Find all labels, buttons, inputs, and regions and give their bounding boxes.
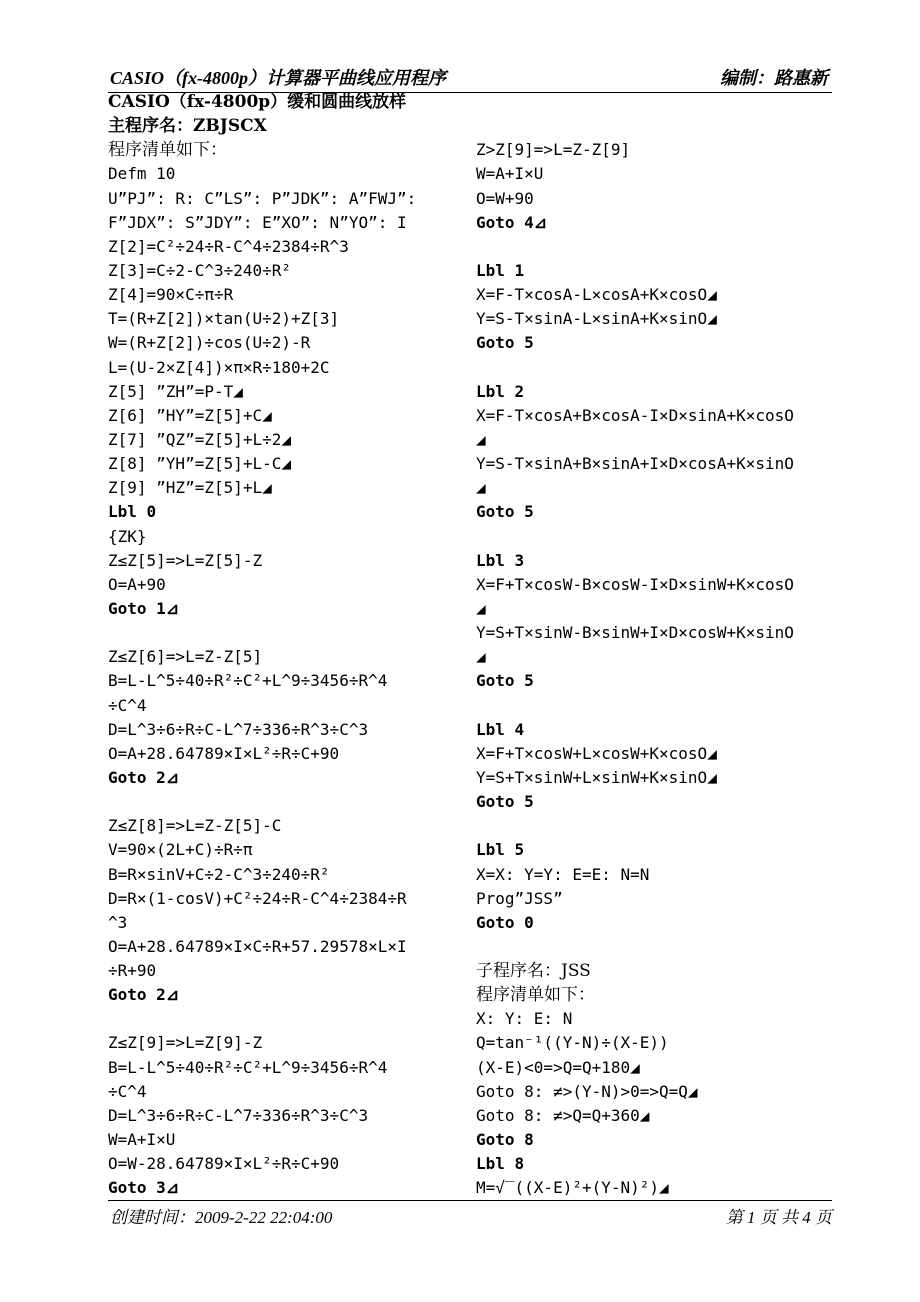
program-line: T=(R+Z[2])×tan(U÷2)+Z[3] bbox=[108, 309, 340, 329]
program-line: D=R×(1-cosV)+C²÷24÷R-C^4÷2384÷R bbox=[108, 888, 407, 908]
program-line: Y=S+T×sinW-B×sinW+I×D×cosW+K×sinO bbox=[476, 623, 794, 643]
program-line: D=L^3÷6÷R÷C-L^7÷336÷R^3÷C^3 bbox=[108, 1105, 369, 1125]
program-line: X=F+T×cosW+L×cosW+K×cosO◢ bbox=[476, 743, 717, 763]
program-line: Defm 10 bbox=[108, 164, 176, 184]
program-line: Y=S-T×sinA-L×sinA+K×sinO◢ bbox=[476, 309, 717, 329]
program-line: (X-E)<0=>Q=Q+180◢ bbox=[476, 1057, 640, 1077]
program-line: Z[7] ”QZ”=Z[5]+L÷2◢ bbox=[108, 429, 292, 449]
program-line: O=A+28.64789×I×L²÷R÷C+90 bbox=[108, 743, 340, 763]
program-line: W=A+I×U bbox=[476, 164, 544, 184]
program-line: X=F+T×cosW-B×cosW-I×D×sinW+K×cosO bbox=[476, 574, 794, 594]
program-line: O=W+90 bbox=[476, 188, 534, 208]
program-line: L=(U-2×Z[4])×π×R÷180+2C bbox=[108, 357, 330, 377]
program-line: X: Y: E: N bbox=[476, 1009, 573, 1029]
program-line: Z≤Z[9]=>L=Z[9]-Z bbox=[108, 1033, 263, 1053]
program-line: B=L-L^5÷40÷R²÷C²+L^9÷3456÷R^4 bbox=[108, 1057, 388, 1077]
left-column bbox=[108, 90, 458, 1200]
program-line: 程序清单如下： bbox=[476, 985, 595, 1006]
program-line bbox=[476, 814, 856, 838]
program-line: Y=S+T×sinW+L×sinW+K×sinO◢ bbox=[476, 767, 717, 787]
program-line: X=F-T×cosA-L×cosA+K×cosO◢ bbox=[476, 285, 717, 305]
program-line: Goto 8 bbox=[476, 1130, 534, 1150]
program-line: Z≤Z[6]=>L=Z-Z[5] bbox=[108, 647, 263, 667]
footer-page-number: 第 1 页 共 4 页 bbox=[725, 1208, 832, 1227]
program-line: 程序清单如下： bbox=[108, 140, 227, 161]
page-footer bbox=[108, 1200, 832, 1227]
program-line: Goto 4⊿ bbox=[476, 212, 548, 232]
program-line: D=L^3÷6÷R÷C-L^7÷336÷R^3÷C^3 bbox=[108, 719, 369, 739]
program-line bbox=[476, 935, 856, 959]
program-line: Goto 5 bbox=[476, 792, 534, 812]
program-line bbox=[476, 694, 856, 718]
program-line bbox=[108, 621, 458, 645]
program-line: Lbl 5 bbox=[476, 840, 525, 860]
program-line: ◢ bbox=[476, 478, 486, 498]
header-title: CASIO（fx-4800p）计算器平曲线应用程序 bbox=[110, 68, 447, 88]
program-line: X=F-T×cosA+B×cosA-I×D×sinA+K×cosO bbox=[476, 405, 794, 425]
program-line: 子程序名：JSS bbox=[476, 961, 591, 982]
program-line: Lbl 2 bbox=[476, 381, 525, 401]
program-line bbox=[108, 790, 458, 814]
program-line: CASIO（fx-4800p）缓和圆曲线放样 bbox=[108, 92, 407, 112]
program-line: Lbl 8 bbox=[476, 1154, 525, 1174]
program-line: Z[4]=90×C÷π÷R bbox=[108, 285, 234, 305]
program-line: {ZK} bbox=[108, 526, 147, 546]
program-line bbox=[476, 525, 856, 549]
footer-created-time: 创建时间：2009-2-22 22:04:00 bbox=[110, 1208, 333, 1227]
program-line: Lbl 4 bbox=[476, 719, 525, 739]
program-line: Y=S-T×sinA+B×sinA+I×D×cosA+K×sinO bbox=[476, 454, 794, 474]
program-line: Goto 8: ≠>(Y-N)>0=>Q=Q◢ bbox=[476, 1081, 698, 1101]
program-line: O=W-28.64789×I×L²÷R÷C+90 bbox=[108, 1154, 340, 1174]
program-line: Lbl 1 bbox=[476, 260, 525, 280]
program-line: ◢ bbox=[476, 647, 486, 667]
program-line: Z≤Z[8]=>L=Z-Z[5]-C bbox=[108, 816, 282, 836]
program-line: Z>Z[9]=>L=Z-Z[9] bbox=[476, 140, 631, 160]
program-line: X=X: Y=Y: E=E: N=N bbox=[476, 864, 650, 884]
program-line: ◢ bbox=[476, 429, 486, 449]
program-line: O=A+28.64789×I×C÷R+57.29578×L×I bbox=[108, 936, 407, 956]
program-line: B=R×sinV+C÷2-C^3÷240÷R² bbox=[108, 864, 330, 884]
right-column bbox=[476, 90, 856, 1200]
program-line: V=90×(2L+C)÷R÷π bbox=[108, 840, 253, 860]
program-line: Goto 3⊿ bbox=[108, 1178, 180, 1198]
program-line: F”JDX”: S”JDY”: E”XO”: N”YO”: I bbox=[108, 212, 407, 232]
page-header bbox=[108, 64, 832, 93]
program-line: Goto 1⊿ bbox=[108, 598, 180, 618]
program-line: Lbl 3 bbox=[476, 550, 525, 570]
program-line: 主程序名：ZBJSCX bbox=[108, 116, 267, 137]
program-line bbox=[476, 114, 856, 138]
program-line bbox=[108, 1007, 458, 1031]
program-line: Q=tan⁻¹((Y-N)÷(X-E)) bbox=[476, 1033, 669, 1053]
program-line: Goto 8: ≠>Q=Q+360◢ bbox=[476, 1105, 650, 1125]
program-line: ÷R+90 bbox=[108, 961, 157, 981]
program-line: Goto 5 bbox=[476, 671, 534, 691]
program-line: ÷C^4 bbox=[108, 695, 147, 715]
program-line: Z[2]=C²÷24÷R-C^4÷2384÷R^3 bbox=[108, 236, 349, 256]
program-line: O=A+90 bbox=[108, 574, 166, 594]
program-line: ◢ bbox=[476, 598, 486, 618]
program-line: U”PJ”: R: C”LS”: P”JDK”: A”FWJ”: bbox=[108, 188, 417, 208]
program-line: ÷C^4 bbox=[108, 1081, 147, 1101]
program-line: Goto 2⊿ bbox=[108, 767, 180, 787]
program-line: W=A+I×U bbox=[108, 1130, 176, 1150]
program-line: Z[8] ”YH”=Z[5]+L-C◢ bbox=[108, 454, 292, 474]
program-line bbox=[476, 235, 856, 259]
program-line: Z[9] ”HZ”=Z[5]+L◢ bbox=[108, 478, 272, 498]
program-line bbox=[476, 356, 856, 380]
program-line: Z[3]=C÷2-C^3÷240÷R² bbox=[108, 260, 292, 280]
program-line: Z[5] ”ZH”=P-T◢ bbox=[108, 381, 243, 401]
program-line: M=√‾((X-E)²+(Y-N)²)◢ bbox=[476, 1178, 669, 1198]
program-line: Goto 5 bbox=[476, 502, 534, 522]
program-line: Lbl 0 bbox=[108, 502, 157, 522]
program-line bbox=[476, 90, 856, 114]
program-line: ^3 bbox=[108, 912, 128, 932]
program-line: Goto 2⊿ bbox=[108, 985, 180, 1005]
program-line: B=L-L^5÷40÷R²÷C²+L^9÷3456÷R^4 bbox=[108, 671, 388, 691]
program-line: Prog”JSS” bbox=[476, 888, 563, 908]
program-line: W=(R+Z[2])÷cos(U÷2)-R bbox=[108, 333, 311, 353]
program-line: Z[6] ”HY”=Z[5]+C◢ bbox=[108, 405, 272, 425]
program-line: Goto 0 bbox=[476, 912, 534, 932]
header-author: 编制：路惠新 bbox=[720, 68, 828, 88]
program-line: Goto 5 bbox=[476, 333, 534, 353]
program-line: Z≤Z[5]=>L=Z[5]-Z bbox=[108, 550, 263, 570]
